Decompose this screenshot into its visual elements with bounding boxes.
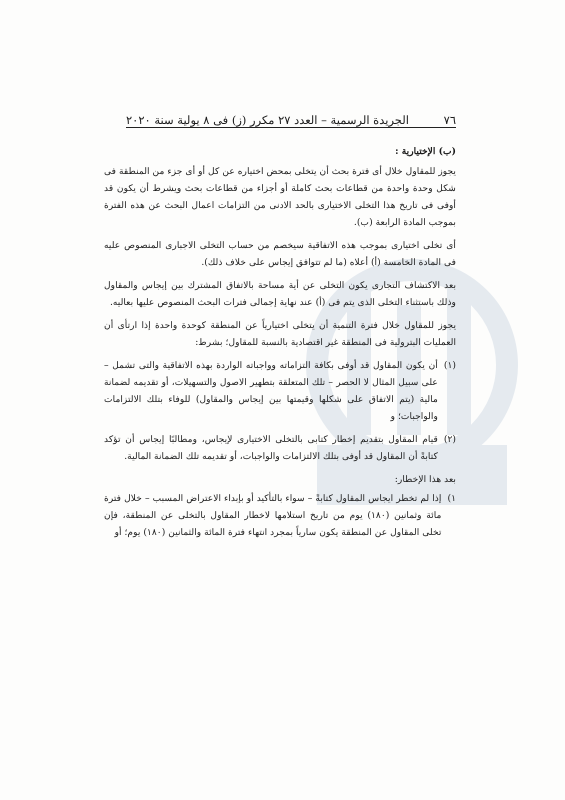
page-header [126, 107, 456, 127]
condition-number: (٢) [443, 434, 456, 445]
notice-text: إذا لم تخطر ايجاس المقاول كتابةً – سواء بالتأكيد أو بإبداء الاعتراض المسبب – خلال فترة مائة وثمانين (١٨٠) يوم من تاريخ استلامها لاخطار المقاول بالتخلى عن المنطقة، فإن تخلى المقاول عن المنطقة يكون سارياً بمجرد انتهاء فترة المائة والثمانين (١٨٠) يوم؛ أو [104, 493, 442, 538]
paragraph: بعد الاكتشاف التجارى يكون التخلى عن أية مساحة بالاتفاق المشترك بين إيجاس والمقاول وذلك باستثناء التخلى الذى يتم فى (أ) عند نهاية إجمالى فترات البحث المنصوص عليها بعاليه. [104, 280, 456, 308]
paragraph: أى تخلى اختيارى بموجب هذه الاتفاقية سيخصم من حساب التخلى الاجبارى المنصوص عليه فى المادة الخامسة (أ) أعلاه (ما لم تتوافق إيجاس على خلاف ذلك). [104, 240, 456, 268]
section-title: (ب) الإختيارية : [395, 146, 456, 157]
condition-item [104, 431, 456, 465]
condition-item [104, 357, 456, 425]
document-body [104, 143, 456, 547]
notice-number: ١) [447, 493, 456, 504]
condition-number: (١) [443, 360, 456, 371]
page-number: ٧٦ [443, 113, 456, 127]
notice-item [104, 490, 456, 541]
paragraph: يجوز للمقاول خلال أى فترة بحث أن يتخلى بمحض اختياره عن كل أو أى جزء من المنطقة فى شكل وحدة واحدة من قطاعات بحث كاملة أو أجزاء من قطاعات بحث ويشرط أن يكون قد أوفى فى تاريخ هذا التخلى الاختيارى بالحد الادنى من التزامات اعمال البحث عن هذه الفترة بموجب المادة الرابعة (ب). [104, 166, 456, 228]
condition-text: قيام المقاول بتقديم إخطار كتابى بالتخلى الاختيارى لإيجاس، ومطالبًا إيجاس أن تؤكد كتابةً أن المقاول قد أوفى بتلك الالتزامات والواجبات، أو تقديمه تلك الضمانة المالية. [104, 434, 438, 462]
after-notice-label: بعد هذا الإخطار: [394, 474, 456, 485]
header-divider [126, 127, 456, 128]
paragraph: يجوز للمقاول خلال فترة التنمية أن يتخلى اختيارياً عن المنطقة كوحدة واحدة إذا ارتأى أن العمليات البترولية فى المنطقة غير اقتصادية بالنسبة للمقاول؛ بشرط: [104, 320, 456, 348]
condition-text: أن يكون المقاول قد أوفى بكافة التزاماته وواجباته الواردة بهذه الاتفاقية والتى تشمل – على سبيل المثال لا الحصر – تلك المتعلقة بتطهير الاصول والتسهيلات، أو تقديمه لضمانة مالية (يتم الاتفاق على شكلها وقيمتها بين إيجاس والمقاول) للوفاء بتلك الالتزامات والواجبات؛ و [104, 360, 438, 422]
header-title: الجريدة الرسمية – العدد ٢٧ مكرر (ز) فى ٨ يولية سنة ٢٠٢٠ [126, 113, 409, 127]
